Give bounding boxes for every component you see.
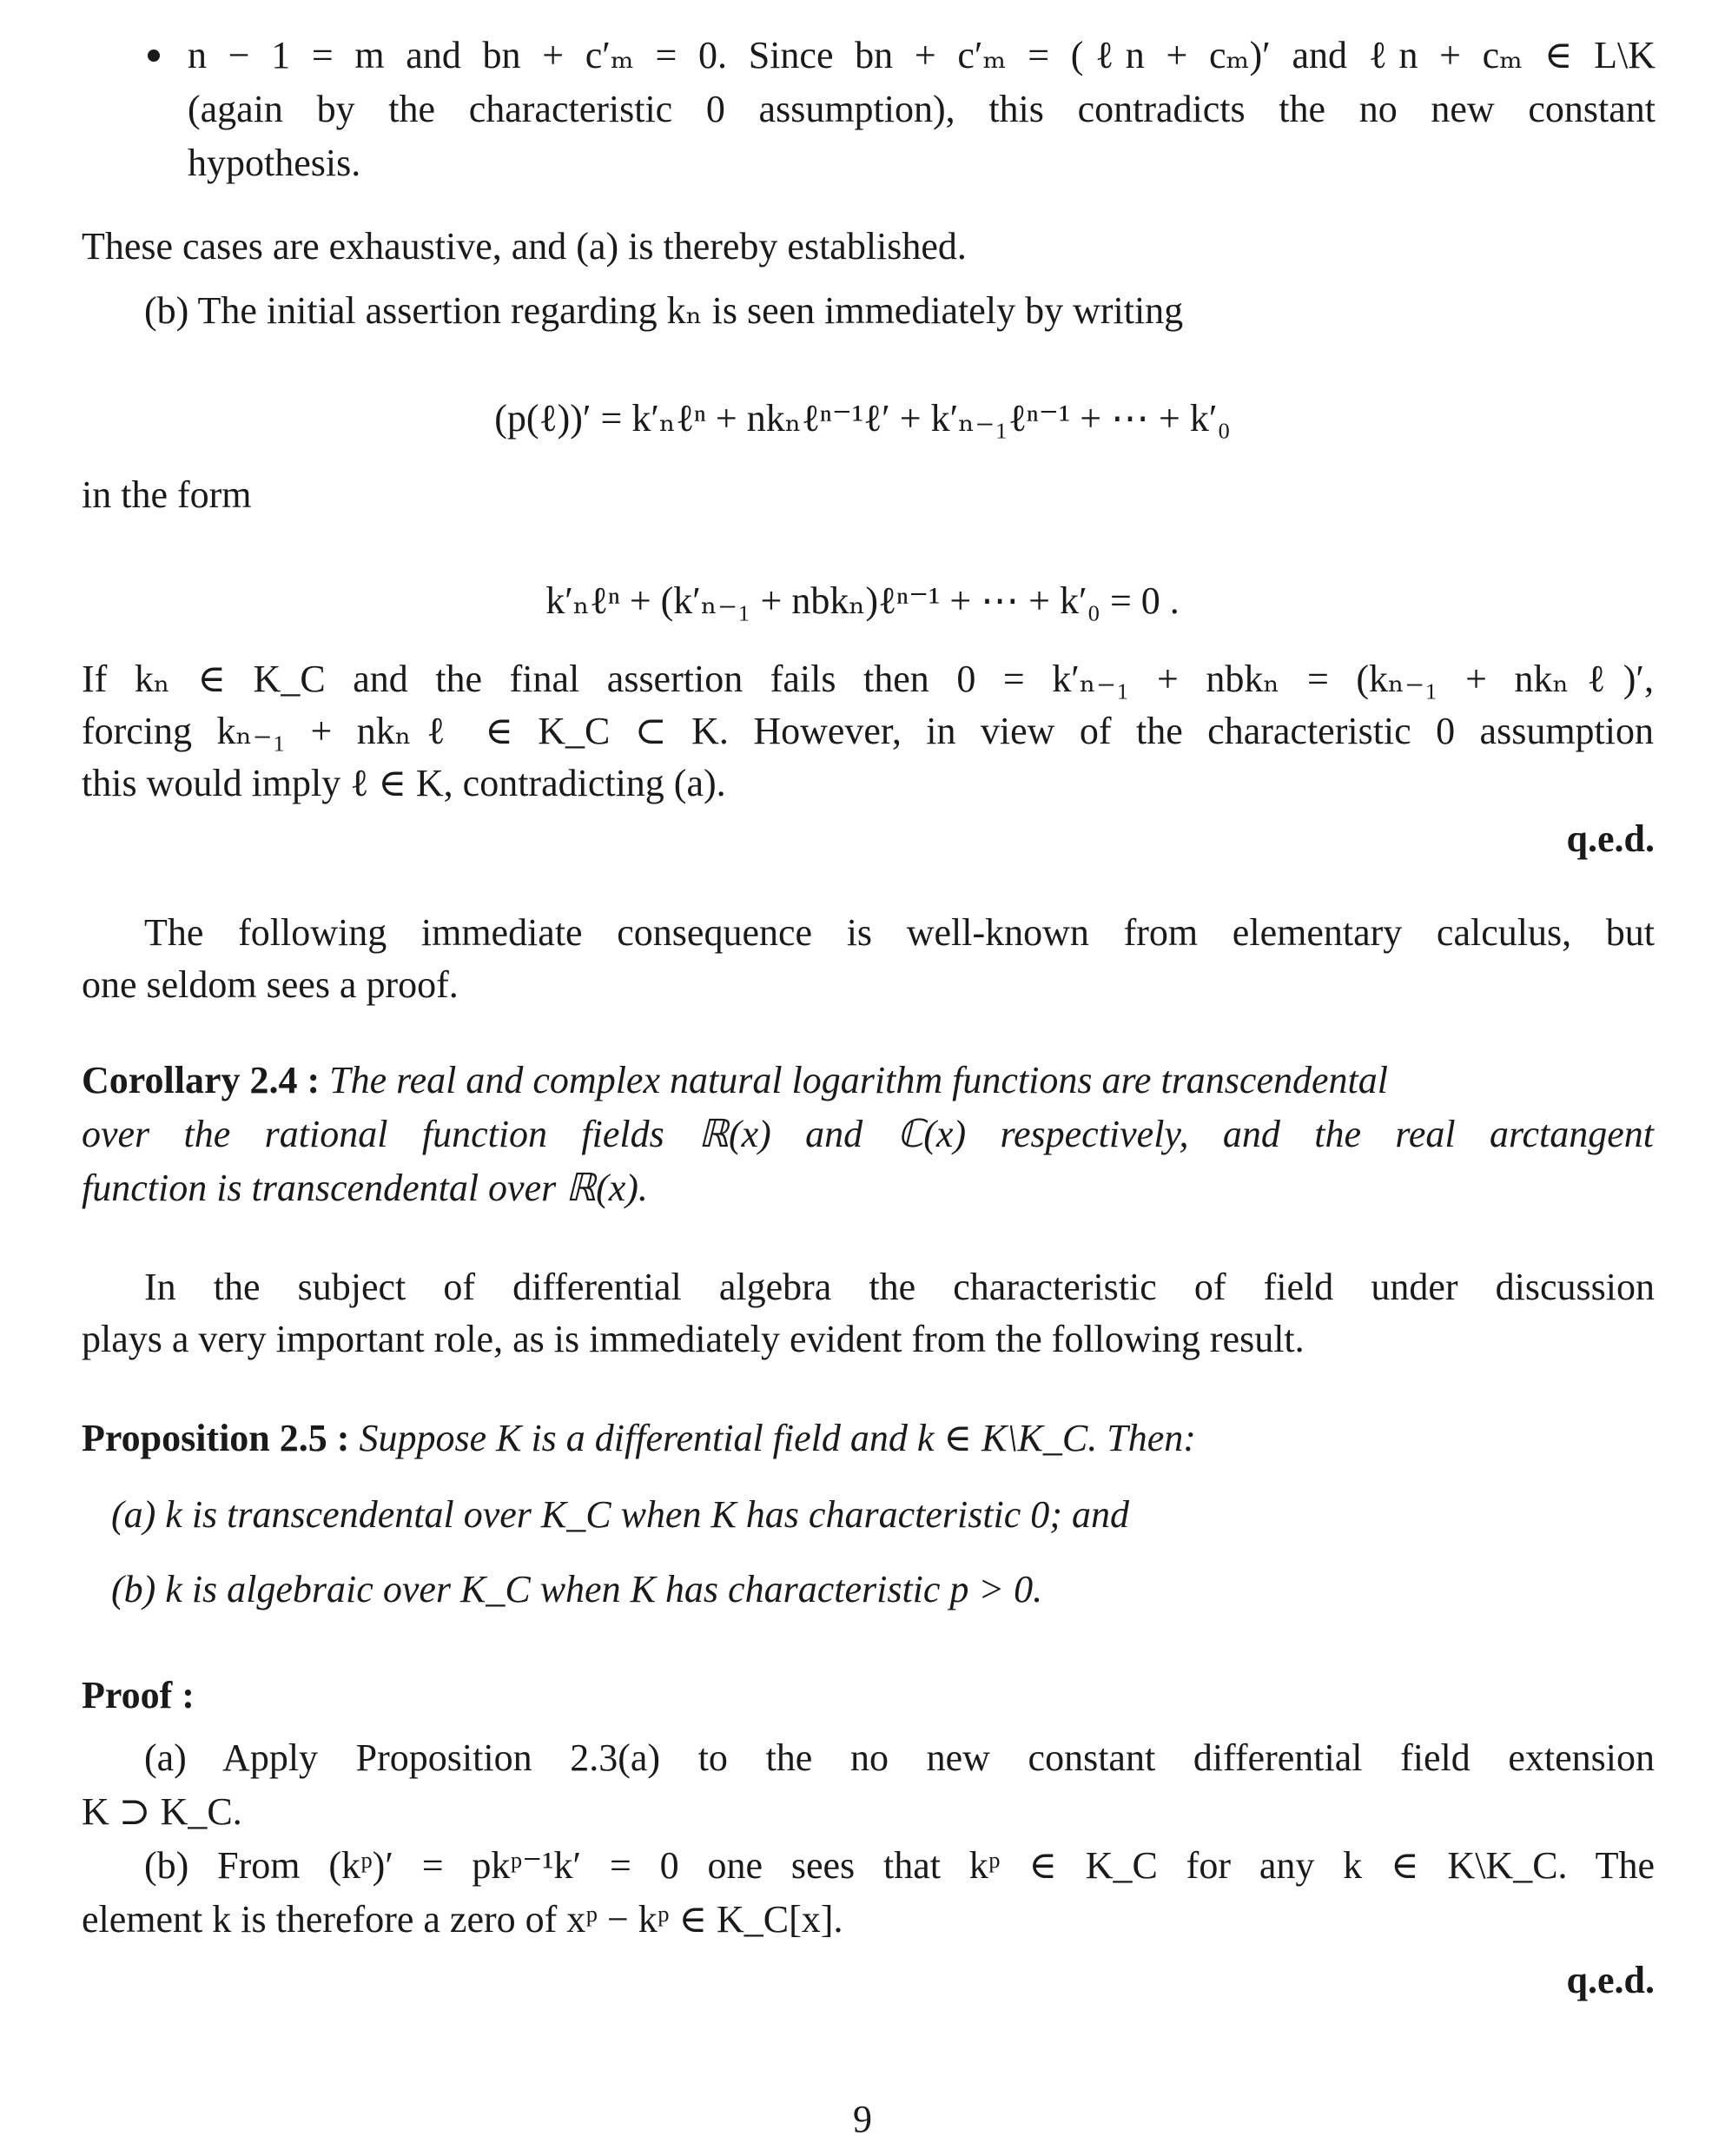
corollary-heading: [82, 1061, 1388, 1100]
proposition-heading: [82, 1419, 1196, 1458]
in-the-form-text: in the form: [82, 473, 252, 516]
subject-paragraph-line-2: plays a very important role, as is immediately evident from the following result.: [82, 1318, 1305, 1360]
corollary-line-3: function is transcendental over ℝ(x).: [82, 1167, 648, 1209]
proposition-item-a: (a) k is transcendental over K_C when K has characteristic 0; and: [111, 1493, 1129, 1536]
consequence-line-1: The following immediate consequence is well-known from elementary calculus, but: [144, 911, 1655, 954]
part-b-intro: (b) The initial assertion regarding kₙ is seen immediately by writing: [144, 289, 1184, 332]
proof-b-line-2: element k is therefore a zero of xᵖ − kᵖ ∈ K_C[x].: [82, 1898, 843, 1941]
proposition-statement: Suppose K is a differential field and k ∈ K\K_C. Then:: [359, 1417, 1196, 1459]
if-paragraph-line-2: forcing kₙ₋₁ + nkₙℓ ∈ K_C ⊂ K. However, in view of the characteristic 0 assumption: [82, 710, 1654, 752]
cases-exhaustive-text: These cases are exhaustive, and (a) is thereby established.: [82, 225, 967, 268]
subject-paragraph-line-1: In the subject of differential algebra the characteristic of field under discussion: [144, 1266, 1655, 1308]
corollary-line-1: The real and complex natural logarithm functions are transcendental: [329, 1059, 1388, 1101]
bullet-marker: [148, 50, 160, 62]
display-equation-1: (p(ℓ))′ = k′ₙℓⁿ + nkₙℓⁿ⁻¹ℓ′ + k′ₙ₋₁ℓⁿ⁻¹ + ⋯ + k′₀: [494, 397, 1231, 440]
proof-a-line-2: K ⊃ K_C.: [82, 1790, 242, 1833]
page-number: 9: [853, 2098, 872, 2140]
proposition-label: Proposition 2.5 :: [82, 1417, 350, 1459]
qed-marker-2: q.e.d.: [1566, 1959, 1655, 2001]
proof-b-line-1: (b) From (kᵖ)′ = pkᵖ⁻¹k′ = 0 one sees that kᵖ ∈ K_C for any k ∈ K\K_C. The: [144, 1844, 1655, 1887]
corollary-label: Corollary 2.4 :: [82, 1059, 321, 1101]
consequence-line-2: one seldom sees a proof.: [82, 963, 459, 1006]
if-paragraph-line-3: this would imply ℓ ∈ K, contradicting (a).: [82, 762, 726, 804]
proof-a-line-1: (a) Apply Proposition 2.3(a) to the no new constant differential field extension: [144, 1736, 1655, 1779]
bullet-case-line-3: hypothesis.: [188, 142, 361, 184]
display-equation-2: k′ₙℓⁿ + (k′ₙ₋₁ + nbkₙ)ℓⁿ⁻¹ + ⋯ + k′₀ = 0 .: [545, 579, 1180, 622]
bullet-case-line-2: (again by the characteristic 0 assumption), this contradicts the no new constant: [188, 88, 1656, 130]
if-paragraph-line-1: If kₙ ∈ K_C and the final assertion fails then 0 = k′ₙ₋₁ + nbkₙ = (kₙ₋₁ + nkₙℓ)′,: [82, 658, 1654, 700]
bullet-case-line-1: n − 1 = m and bn + c′ₘ = 0. Since bn + c′ₘ = (ℓn + cₘ)′ and ℓn + cₘ ∈ L\K: [188, 34, 1656, 76]
proposition-item-b: (b) k is algebraic over K_C when K has characteristic p > 0.: [111, 1568, 1043, 1610]
qed-marker-1: q.e.d.: [1566, 817, 1655, 860]
proof-heading: Proof :: [82, 1674, 195, 1716]
corollary-line-2: over the rational function fields ℝ(x) and ℂ(x) respectively, and the real arctangent: [82, 1113, 1654, 1155]
